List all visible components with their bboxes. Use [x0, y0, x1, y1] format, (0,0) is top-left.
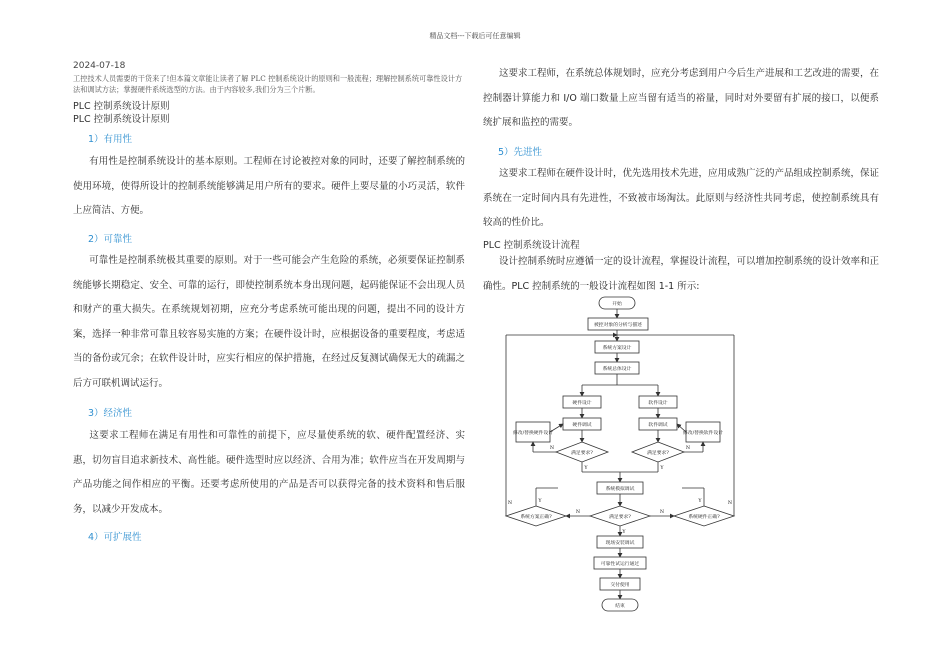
flow-y-label: Y	[660, 466, 664, 471]
flow-label: 系统硬件正确?	[688, 515, 720, 520]
flow-n-label: N	[685, 446, 691, 451]
section-text: 这要求工程师在硬件设计时，优先选用技术先进，应用成熟广泛的产品组成控制系统，保证系统在一定时间内具有先进性，不致被市场淘汰。此原则与经济性共同考虑，使控制系统具有较高的性价比。	[483, 168, 880, 228]
flow-label: 硬件设计	[572, 401, 592, 406]
flow-label: 满足要求?	[609, 515, 631, 520]
flow-text: 设计控制系统时应遵循一定的设计流程，掌握设计流程，可以增加控制系统的设计效率和正确性。PLC 控制系统的一般设计流程如图 1-1 所示:	[483, 256, 880, 292]
section-heading-extensibility: 4）可扩展性	[88, 532, 142, 543]
flow-label: 被控对象的分析与描述	[594, 323, 642, 328]
intro-text: 工控技术人员需要的干货来了!但本篇文章能让读者了解 PLC 控制系统设计的原则和一般流程；理解控制系统可靠性设计方法和调试方法；掌握硬件系统选型的方法。由于内容较多,我们分为三个片断。	[73, 74, 463, 94]
section-text: 这要求工程师，在系统总体规划时，应充分考虑到用户今后生产进展和工艺改进的需要，在控制器计算能力和 I/O 端口数量上应当留有适当的裕量，同时对外要留有扩展的接口，以便系统扩展和监控的需要。	[483, 68, 880, 128]
flow-label: 系统模拟调试	[605, 487, 635, 492]
section-text: 可靠性是控制系统极其重要的原则。对于一些可能会产生危险的系统，必须要保证控制系统能够长期稳定、安全、可靠的运行，即使控制系统本身出现问题，起码能保证不会出现人员和财产的重大损失。在系统规划初期，应充分考虑系统可能出现的问题，提出不同的设计方案，选择一种非常可靠且较容易实施的方案；在硬件设计时，应根据设备的重要程度，考虑适当的备份或冗余；在软件设计时，应实行相应的保护措施，在经过反复测试确保无大的疏漏之后方可联机调试运行。	[73, 255, 465, 389]
flow-y-label: Y	[538, 499, 542, 504]
title-design-principles-repeat: PLC 控制系统设计原则	[73, 114, 170, 125]
flow-label: 系统方案正确?	[520, 515, 552, 520]
page-header: 精品文档---下载后可任意编辑	[429, 32, 521, 40]
flow-label: 现场安装调试	[605, 541, 635, 546]
flow-label: 硬件调试	[572, 423, 592, 428]
flow-y-label: Y	[622, 530, 626, 535]
flow-label: 满足要求?	[647, 451, 669, 456]
flow-n-label: N	[727, 501, 733, 506]
flow-label: 开始	[612, 302, 622, 307]
flow-y-label: Y	[698, 499, 702, 504]
flow-label: 软件调试	[648, 423, 668, 428]
flow-n-label: N	[549, 446, 555, 451]
flow-n-label: N	[575, 510, 581, 515]
section-heading-advancement: 5）先进性	[498, 147, 543, 158]
flow-label: 修改/替换硬件设计	[513, 431, 553, 436]
title-design-flow: PLC 控制系统设计流程	[483, 240, 580, 251]
section-text: 有用性是控制系统设计的基本原则。工程师在讨论被控对象的同时，还要了解控制系统的使用环境，使得所设计的控制系统能够满足用户所有的要求。硬件上要尽量的小巧灵活，软件上应简洁、方便。	[73, 156, 465, 216]
flow-label: 交付使用	[610, 583, 630, 588]
flow-label: 满足要求?	[571, 451, 593, 456]
flow-label: 结束	[615, 604, 625, 609]
date: 2024-07-18	[73, 61, 126, 71]
section-text: 这要求工程师在满足有用性和可靠性的前提下，应尽量使系统的软、硬件配置经济、实惠，切勿盲目追求新技术、高性能。硬件选型时应以经济、合用为准；软件应当在开发周期与产品功能之间作相应的平衡。还要考虑所使用的产品是否可以获得完备的技术资料和售后服务，以减少开发成本。	[73, 430, 465, 515]
flow-y-label: Y	[584, 466, 588, 471]
flow-label: 软件设计	[648, 401, 668, 406]
flow-label: 系统方案设计	[602, 346, 632, 351]
flow-n-label: N	[507, 501, 513, 506]
section-heading-reliability: 2）可靠性	[88, 234, 133, 245]
title-design-principles: PLC 控制系统设计原则	[73, 101, 170, 112]
flow-label: 系统总体设计	[602, 367, 632, 372]
flow-label: 修改/替换软件设计	[683, 431, 723, 436]
section-heading-usefulness: 1）有用性	[88, 134, 133, 145]
flow-label: 可靠性试运行通过	[600, 562, 640, 567]
section-heading-economy: 3）经济性	[88, 408, 133, 419]
flow-n-label: N	[659, 510, 665, 515]
